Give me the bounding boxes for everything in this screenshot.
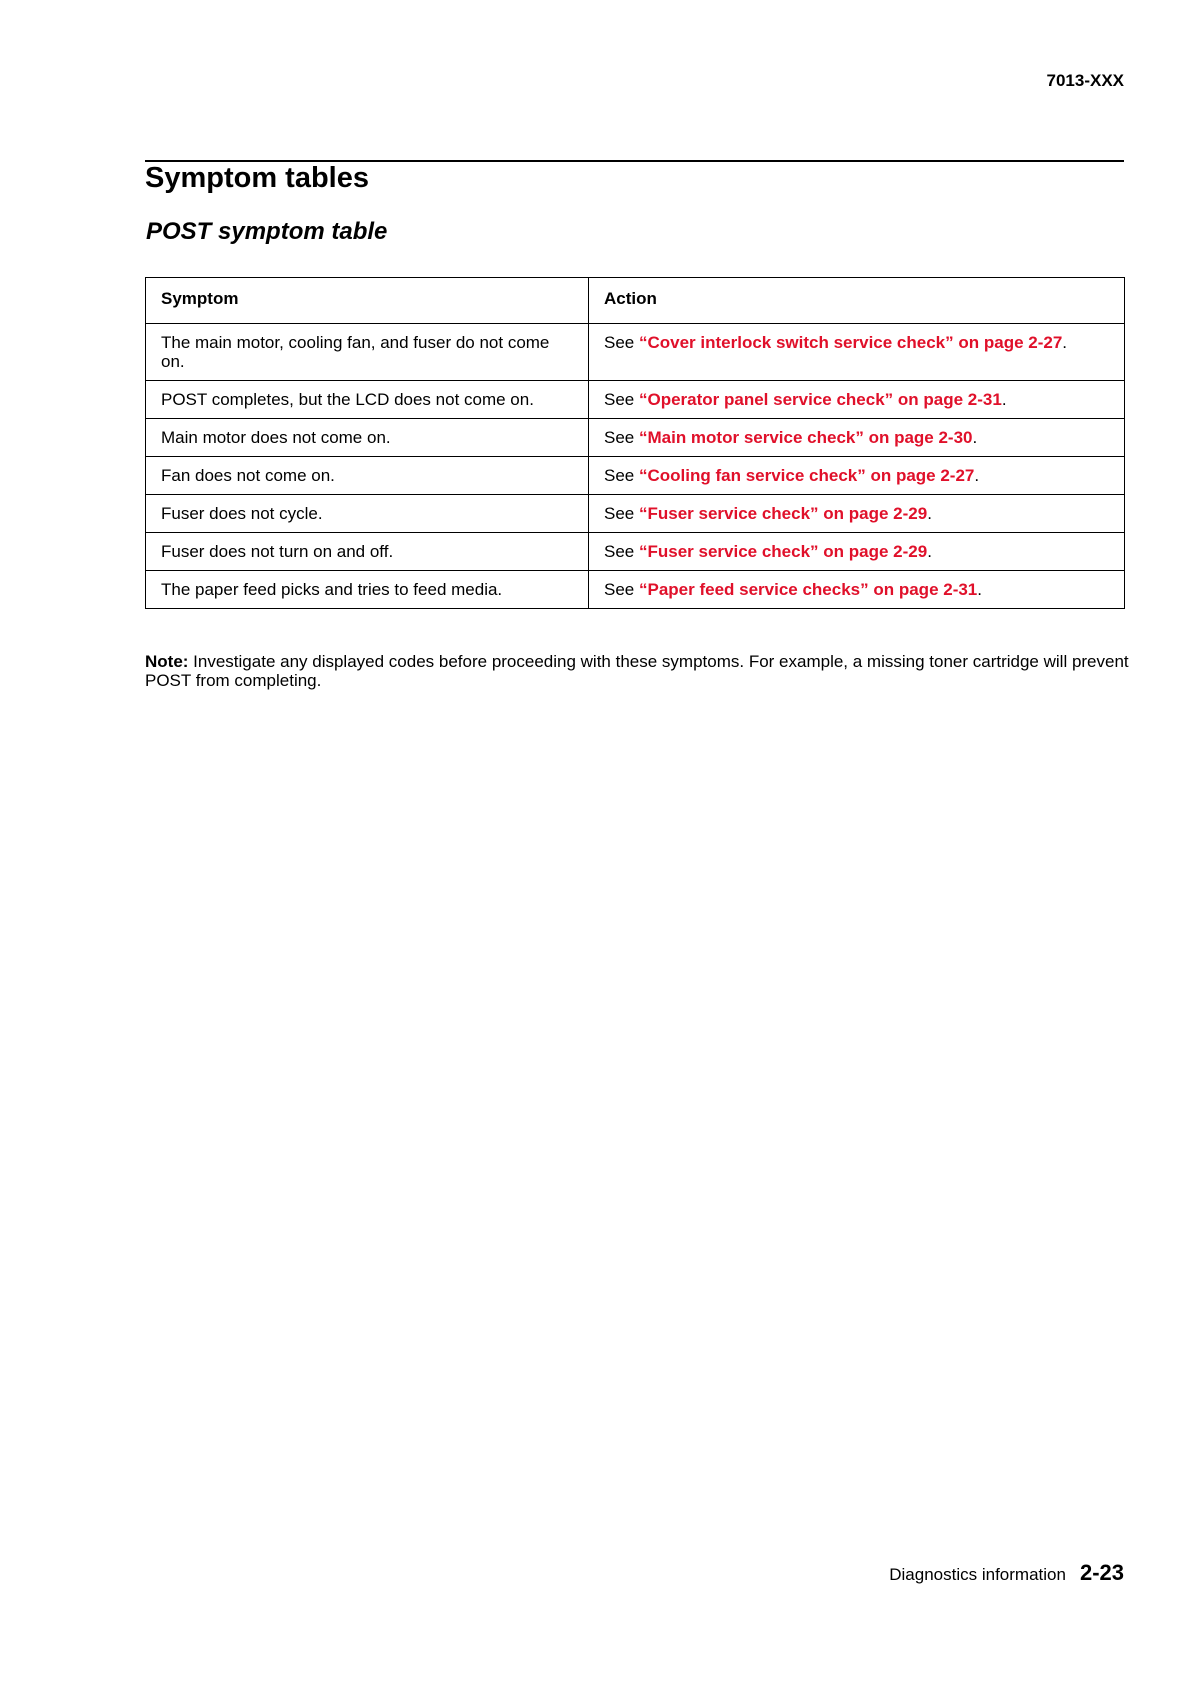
action-suffix: . bbox=[977, 580, 983, 599]
action-prefix: See bbox=[604, 466, 639, 485]
table-row bbox=[146, 495, 1125, 533]
action-prefix: See bbox=[604, 504, 639, 523]
table-header-row bbox=[146, 278, 1125, 324]
cross-reference-link[interactable]: “Cooling fan service check” on page 2-27 bbox=[638, 466, 975, 485]
table-row bbox=[146, 419, 1125, 457]
action-suffix: . bbox=[1001, 390, 1007, 409]
action-suffix: . bbox=[927, 542, 932, 561]
cross-reference-link[interactable]: “Fuser service check” on page 2-29 bbox=[638, 542, 928, 561]
note-text: Investigate any displayed codes before proceeding with these symptoms. For example, a missing toner cartridge will prevent POST from completing. bbox=[145, 652, 1129, 690]
action-suffix: . bbox=[974, 466, 980, 485]
action-cell bbox=[589, 495, 1125, 533]
cross-reference-link[interactable]: “Paper feed service checks” on page 2-31 bbox=[638, 580, 978, 599]
action-prefix: See bbox=[604, 542, 639, 561]
column-header-action: Action bbox=[589, 278, 1125, 324]
footer-section-name: Diagnostics information bbox=[889, 1565, 1066, 1584]
cross-reference-link[interactable]: “Main motor service check” on page 2-30 bbox=[638, 428, 973, 447]
action-suffix: . bbox=[1062, 333, 1068, 352]
symptom-cell: Fan does not come on. bbox=[146, 457, 589, 495]
post-symptom-table bbox=[145, 277, 1125, 609]
cross-reference-link[interactable]: “Cover interlock switch service check” on page 2-27 bbox=[638, 333, 1063, 352]
action-suffix: . bbox=[972, 428, 978, 447]
action-cell bbox=[589, 419, 1125, 457]
symptom-cell: The main motor, cooling fan, and fuser do not come on. bbox=[146, 324, 589, 381]
table-row bbox=[146, 533, 1125, 571]
action-cell bbox=[589, 533, 1125, 571]
action-prefix: See bbox=[604, 333, 639, 352]
document-code: 7013-XXX bbox=[1046, 71, 1124, 90]
table-row bbox=[146, 457, 1125, 495]
note-paragraph bbox=[145, 652, 1130, 690]
page-number: 2-23 bbox=[1079, 1560, 1124, 1585]
action-cell bbox=[589, 457, 1125, 495]
action-prefix: See bbox=[604, 390, 639, 409]
symptom-cell: Fuser does not turn on and off. bbox=[146, 533, 589, 571]
cross-reference-link[interactable]: “Fuser service check” on page 2-29 bbox=[638, 504, 928, 523]
subsection-title: POST symptom table bbox=[146, 218, 388, 245]
note-label: Note: bbox=[145, 652, 189, 671]
action-prefix: See bbox=[604, 428, 639, 447]
symptom-cell: The paper feed picks and tries to feed media. bbox=[146, 571, 589, 609]
page-footer bbox=[889, 1560, 1124, 1586]
table-row bbox=[146, 381, 1125, 419]
table-row bbox=[146, 571, 1125, 609]
action-prefix: See bbox=[604, 580, 639, 599]
table-row bbox=[146, 324, 1125, 381]
action-cell bbox=[589, 571, 1125, 609]
symptom-cell: Fuser does not cycle. bbox=[146, 495, 589, 533]
action-cell bbox=[589, 381, 1125, 419]
cross-reference-link[interactable]: “Operator panel service check” on page 2-31 bbox=[638, 390, 1002, 409]
column-header-symptom: Symptom bbox=[146, 278, 589, 324]
symptom-cell: POST completes, but the LCD does not come on. bbox=[146, 381, 589, 419]
action-cell bbox=[589, 324, 1125, 381]
symptom-cell: Main motor does not come on. bbox=[146, 419, 589, 457]
section-title: Symptom tables bbox=[145, 162, 369, 194]
action-suffix: . bbox=[927, 504, 932, 523]
